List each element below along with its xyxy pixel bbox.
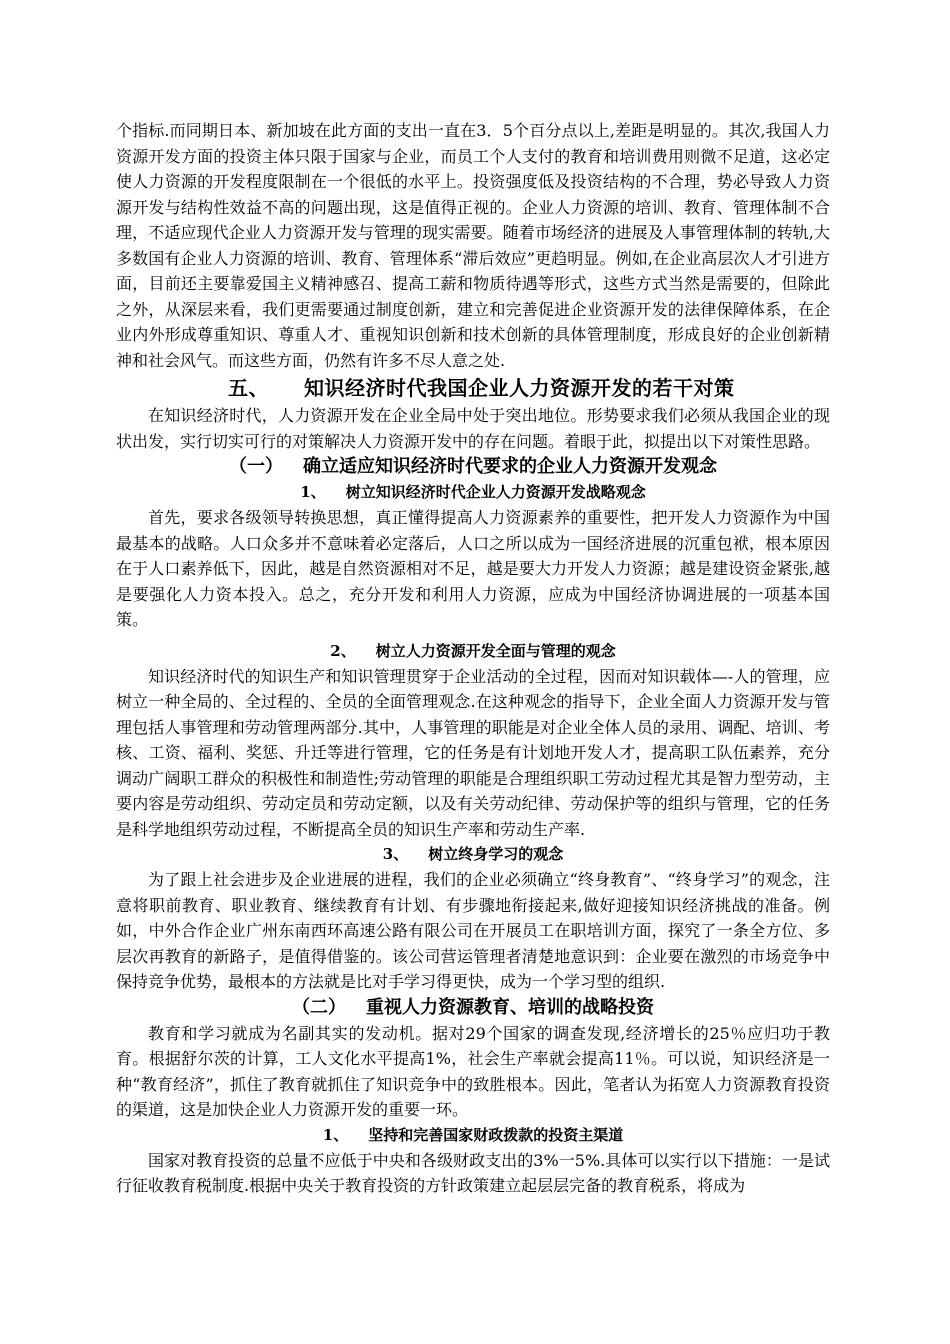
- section-5-heading: [116, 373, 830, 403]
- item-1-1-number: 1、: [300, 483, 326, 501]
- subsection-1-title: 确立适应知识经济时代要求的企业人力资源开发观念: [303, 456, 717, 477]
- item-1-3-heading: [116, 842, 830, 867]
- item-2-1-text: 国家对教育投资的总量不应低于中央和各级财政支出的3%一5%.具体可以实行以下措施：一是试行征收教育税制度.根据中央关于教育投资的方针政策建立起层层完备的教育税系，将成为: [116, 1150, 830, 1195]
- subsection-2-number: （二）: [292, 996, 346, 1018]
- item-1-2-heading: [116, 639, 830, 664]
- section-5-title: 知识经济时代我国企业人力资源开发的若干对策: [304, 376, 735, 400]
- item-1-3-title: 树立终身学习的观念: [428, 845, 564, 863]
- document-page: [116, 118, 830, 1199]
- item-2-1-number: 1、: [322, 1125, 349, 1144]
- item-1-2-title: 树立人力资源开发全面与管理的观念: [375, 641, 616, 660]
- item-1-2-text: 知识经济时代的知识生产和知识管理贯穿于企业活动的全过程，因而对知识载体—-人的管理，应树立一种全局的、全过程的、全员的全面管理观念.在这种观念的指导下，企业全面人力资源开发与管理包括人事管理和劳动管理两部分.其中，人事管理的职能是对企业全体人员的录用、调配、培训、考核、工资、福利、奖惩、升迁等进行管理，它的任务是有计划地开发人才，提高职工队伍素养，充分调动广阔职工群众的积极性和制造性;劳动管理的职能是合理组织职工劳动过程尤其是智力型劳动，主要内容是劳动组织、劳动定员和劳动定额，以及有关劳动纪律、劳动保护等的组织与管理，它的任务是科学地组织劳动过程，不断提高全员的知识生产率和劳动生产率.: [116, 666, 830, 839]
- item-1-1-heading: [116, 480, 830, 505]
- subsection-1-number: （一）: [229, 456, 283, 477]
- section-5-number: 五、: [228, 376, 269, 400]
- item-1-3-text: 为了跟上社会进步及企业进展的进程，我们的企业必须确立“终身教育”、“终身学习”的观念，注意将职前教育、职业教育、继续教育有计划、有步骤地衔接起来,做好迎接知识经济挑战的准备。例如，中外合作企业广州东南西环高速公路有限公司在开展员工在职培训方面，探究了一条全方位、多层次再教育的新路子，是值得借鉴的。该公司营运管理者清楚地意识到：企业要在激烈的市场竞争中保持竞争优势，最根本的方法就是比对手学习得更快，成为一个学习型的组织.: [116, 870, 830, 991]
- subsection-2-text: 教育和学习就成为名副其实的发动机。据对29个国家的调查发现,经济增长的25％应归功于教育。根据舒尔茨的计算，工人文化水平提高1%，社会生产率就会提高11％。可以说，知识经济是一种“教育经济”，抓住了教育就抓住了知识竞争中的致胜根本。因此，笔者认为拓宽人力资源教育投资的渠道，这是加快企业人力资源开发的重要一环。: [116, 1023, 830, 1119]
- subsection-2-heading: [116, 995, 830, 1021]
- subsection-2-title: 重视人力资源教育、培训的战略投资: [366, 996, 654, 1018]
- item-2-1-heading: [116, 1123, 830, 1148]
- item-1-1-text: 首先，要求各级领导转换思想，真正懂得提高人力资源素养的重要性，把开发人力资源作为中国最基本的战略。人口众多并不意味着必定落后，人口之所以成为一国经济进展的沉重包袱，根本原因在于人口素养低下，因此，越是自然资源相对不足，越是要大力开发人力资源；越是建设资金紧张,越是要强化人力资本投入。总之，充分开发和利用人力资源，应成为中国经济协调进展的一项基本国策。: [116, 508, 830, 629]
- intro-paragraph: 个指标.而同期日本、新加坡在此方面的支出一直在3．5个百分点以上,差距是明显的。其次,我国人力资源开发方面的投资主体只限于国家与企业，而员工个人支付的教育和培训费用则微不足道，这必定使人力资源的开发程度限制在一个很低的水平上。投资强度低及投资结构的不合理，势必导致人力资源开发与结构性效益不高的问题出现，这是值得正视的。企业人力资源的培训、教育、管理体制不合理，不适应现代企业人力资源开发与管理的现实需要。随着市场经济的进展及人事管理体制的转轨,大多数国有企业人力资源的培训、教育、管理体系“滞后效应”更趋明显。例如,在企业高层次人才引进方面，目前还主要靠爱国主义精神感召、提高工薪和物质待遇等形式，这些方式当然是需要的，但除此之外，从深层来看，我们更需要通过制度创新，建立和完善促进企业资源开发的法律保障体系，在企业内外形成尊重知识、尊重人才、重视知识创新和技术创新的具体管理制度，形成良好的企业创新精神和社会风气。而这些方面，仍然有许多不尽人意之处.: [116, 121, 830, 370]
- item-1-2-number: 2、: [330, 641, 356, 660]
- item-1-3-number: 3、: [382, 845, 409, 863]
- item-2-1-title: 坚持和完善国家财政拨款的投资主渠道: [368, 1125, 624, 1144]
- subsection-1-heading: [116, 454, 830, 480]
- item-1-1-title: 树立知识经济时代企业人力资源开发战略观念: [345, 483, 646, 501]
- section-5-intro: 在知识经济时代，人力资源开发在企业全局中处于突出地位。形势要求我们必须从我国企业的现状出发，实行切实可行的对策解决人力资源开发中的存在问题。着眼于此，拟提出以下对策性思路。: [116, 406, 830, 451]
